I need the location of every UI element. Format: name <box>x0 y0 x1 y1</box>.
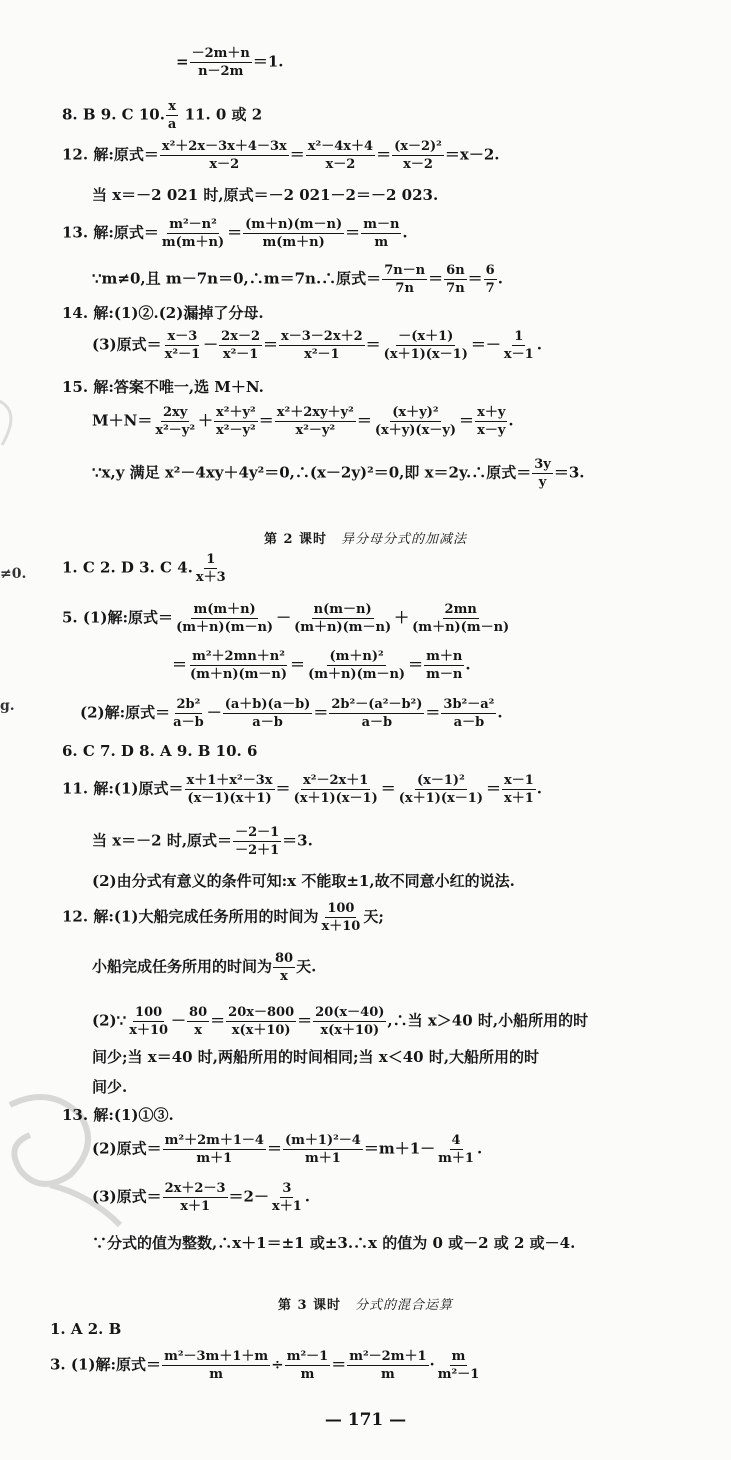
answer-line: (2)解:原式＝ $\frac{\text{2b²}}{a-b}$ － $\frac{(a+b)(a-b)}{a-b}$ ＝ $\frac{\text{2b²－(a²－b²)}}{a-b}$ ＝ $\frac{\text{3b²－a²}}{a-b}$ . <box>80 697 503 730</box>
answer-line: 13. 解:(1)①③. <box>62 1106 174 1124</box>
answer-line: 13. 解:原式＝ $\frac{\text{m²－n²}}{m(m+n)}$ ＝ $\frac{(m+n)(m-n)}{m(m+n)}$ ＝ $\frac{m-n}{m}$ . <box>62 217 408 250</box>
answer-line: = $\frac{-2m+n}{n-2m}$ ＝1. <box>176 46 284 79</box>
answer-line: (3)原式＝ $\frac{x-3}{\text{x²－1}}$ － $\frac{2x-2}{\text{x²－1}}$ ＝ $\frac{x-3-2x+2}{\text{x²－1}}$ ＝ $\frac{-(x+1)}{(x+1)(x-1)}$ ＝－ $\frac{1}{x-1}$ . <box>92 329 542 362</box>
answer-line: (2)由分式有意义的条件可知:x 不能取±1,故不同意小红的说法. <box>92 872 515 890</box>
answer-line: ∵分式的值为整数,∴x＋1＝±1 或±3.∴x 的值为 0 或－2 或 2 或－4. <box>92 1234 576 1252</box>
answer-line: 5. (1)解:原式＝ $\frac{m(m+n)}{(m+n)(m-n)}$ － $\frac{n(m-n)}{(m+n)(m-n)}$ ＋ $\frac{2mn}{(m+n)(m-n)}$ <box>62 602 510 635</box>
watermark-mark <box>0 390 32 450</box>
answer-line: 8. B 9. C 10. $\frac{x}{a}$ 11. 0 或 2 <box>62 99 263 132</box>
answer-line: ＝ $\frac{\text{m²＋2mn＋n²}}{(m+n)(m-n)}$ ＝ $\frac{\text{(m＋n)²}}{(m+n)(m-n)}$ ＝ $\frac{m+n}{m-n}$ . <box>172 649 471 682</box>
margin-text-2: g. <box>0 698 15 714</box>
answer-line: 12. 解:原式＝ $\frac{\text{x²＋2x－3x＋4－3x}}{x-2}$ ＝ $\frac{\text{x²－4x＋4}}{x-2}$ ＝ $\frac{\text{(x－2)²}}{x-2}$ ＝x－2. <box>62 139 500 172</box>
answer-line: 6. C 7. D 8. A 9. B 10. 6 <box>62 742 258 760</box>
answer-line: ∵m≠0,且 m－7n＝0,∴m＝7n.∴原式＝ $\frac{7n-n}{7n}$ ＝ $\frac{6n}{7n}$ ＝ $\frac{6}{7}$ . <box>92 263 503 296</box>
answer-line: 14. 解:(1)②.(2)漏掉了分母. <box>62 304 264 322</box>
answer-line: 间少;当 x＝40 时,两船所用的时间相同;当 x＜40 时,大船所用的时 <box>92 1048 540 1066</box>
answer-line: 1. C 2. D 3. C 4. $\frac{1}{x+3}$ <box>62 552 226 585</box>
page-number: — 171 — <box>324 1410 407 1430</box>
answer-line: (2)原式＝ $\frac{\text{m²＋2m＋1－4}}{m+1}$ ＝ $\frac{\text{(m＋1)²－4}}{m+1}$ ＝m＋1－ $\frac{4}{m+1}$ . <box>92 1133 483 1166</box>
answer-line: 当 x＝－2 时,原式＝ $\frac{-2-1}{-2+1}$ ＝3. <box>92 825 313 858</box>
answer-line: 1. A 2. B <box>50 1320 122 1338</box>
answer-line: 小船完成任务所用的时间为 $\frac{80}{x}$ 天. <box>92 951 317 984</box>
section-heading: 第 3 课时 分式的混合运算 <box>277 1298 454 1313</box>
section-heading: 第 2 课时 异分母分式的加减法 <box>263 532 468 547</box>
answer-line: 11. 解:(1)原式＝ $\frac{\text{x＋1＋x²－3x}}{(x-1)(x+1)}$ ＝ $\frac{\text{x²－2x＋1}}{(x+1)(x-1)}$ ＝ $\frac{\text{(x－1)²}}{(x+1)(x-1)}$ ＝ $\frac{x-1}{x+1}$ . <box>62 773 543 806</box>
answer-line: (3)原式＝ $\frac{2x+2-3}{x+1}$ ＝2－ $\frac{3}{x+1}$ . <box>92 1181 310 1214</box>
answer-line: (2)∵ $\frac{100}{x+10}$ － $\frac{80}{x}$ ＝ $\frac{20x-800}{x(x+10)}$ ＝ $\frac{20(x-40)}{x(x+10)}$ ,∴当 x＞40 时,小船所用的时 <box>92 1005 589 1038</box>
margin-text-1: ≠0. <box>0 566 27 582</box>
answer-line: 当 x＝－2 021 时,原式＝－2 021－2＝－2 023. <box>92 186 439 204</box>
answer-line: 3. (1)解:原式＝ $\frac{\text{m²－3m＋1＋m}}{m}$ ÷ $\frac{\text{m²－1}}{m}$ ＝ $\frac{\text{m²－2m＋1}}{m}$ · $\frac{m}{\text{m²－1}}$ <box>50 1349 480 1382</box>
answer-line: M＋N＝ $\frac{2xy}{\text{x²－y²}}$ ＋ $\frac{\text{x²＋y²}}{\text{x²－y²}}$ ＝ $\frac{\text{x²＋2xy＋y²}}{\text{x²－y²}}$ ＝ $\frac{\text{(x＋y)²}}{(x+y)(x-y)}$ ＝ $\frac{x+y}{x-y}$ . <box>92 405 514 438</box>
answer-line: 12. 解:(1)大船完成任务所用的时间为 $\frac{100}{x+10}$ 天; <box>62 901 384 934</box>
answer-line: 间少. <box>92 1078 128 1096</box>
answer-line: 15. 解:答案不唯一,选 M＋N. <box>62 378 264 396</box>
answer-line: ∵x,y 满足 x²－4xy＋4y²＝0,∴(x－2y)²＝0,即 x＝2y.∴原式＝ $\frac{3y}{y}$ ＝3. <box>92 457 585 490</box>
